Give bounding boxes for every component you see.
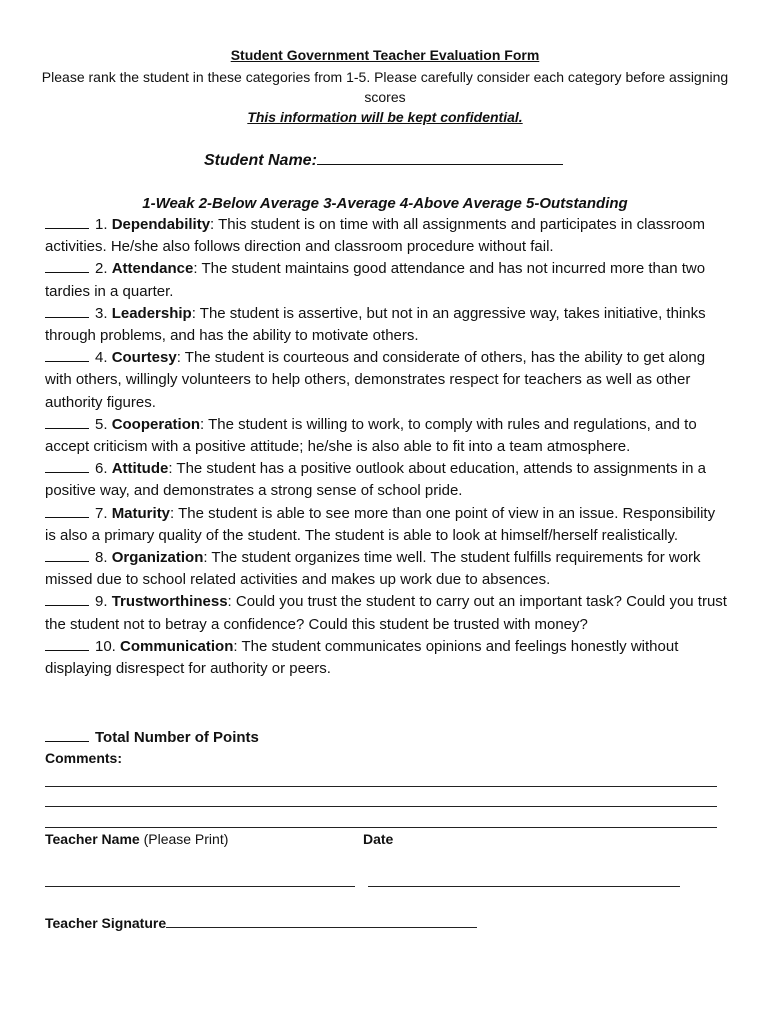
criterion-name: Courtesy [111, 349, 177, 367]
criterion-description: : The student is courteous and considerate of others, has the ability to get along with others, willingly volunteers to help others, demonstrates respect for teachers as well as other authority figures. [45, 349, 706, 411]
criterion-number: 3. [95, 304, 108, 322]
teacher-signature-label: Teacher Signature [45, 915, 167, 931]
criterion-number: 8. [95, 549, 108, 567]
score-blank[interactable] [45, 214, 89, 229]
form-title: Student Government Teacher Evaluation Form [230, 47, 540, 63]
teacher-signature-field [45, 913, 477, 932]
total-points-row [45, 727, 259, 748]
criterion-description: : The student is assertive, but not in an aggressive way, takes initiative, thinks through problems, and has the ability to motivate others. [45, 304, 706, 345]
total-points-blank[interactable] [45, 727, 89, 742]
criterion-description: : Could you trust the student to carry out an important task? Could you trust the student not to betray a confidence? Could this student be trusted with money? [45, 593, 727, 633]
score-blank[interactable] [45, 547, 89, 562]
criterion-name: Attitude [111, 460, 169, 478]
criterion-number: 4. [95, 349, 108, 367]
criterion-name: Maturity [111, 504, 171, 522]
criterion-item [45, 347, 730, 414]
criterion-item [45, 214, 730, 258]
criterion-description: : The student is able to see more than one point of view in an issue. Responsibility is also a primary quality of the student. The student is able to look at himself/herself realistically. [45, 504, 716, 544]
criterion-item [45, 591, 730, 635]
score-blank[interactable] [45, 591, 89, 606]
score-blank[interactable] [45, 503, 89, 518]
comments-label: Comments: [45, 750, 123, 766]
confidential-note: This information will be kept confidential. [247, 109, 523, 125]
criterion-name: Cooperation [111, 415, 201, 433]
criterion-item [45, 547, 730, 591]
criterion-number: 9. [95, 593, 108, 611]
criterion-description: : The student organizes time well. The student fulfills requirements for work missed due to school related activities and makes up work due to absences. [45, 549, 701, 589]
criterion-name: Organization [111, 549, 204, 567]
criterion-number: 5. [95, 415, 108, 433]
criterion-number: 1. [95, 216, 108, 233]
date-label: Date [363, 831, 394, 847]
student-name-blank[interactable] [317, 148, 563, 165]
criterion-name: Dependability [111, 216, 211, 233]
comment-line[interactable] [45, 786, 717, 787]
total-points-label: Total Number of Points [95, 729, 259, 746]
criterion-item [45, 303, 730, 347]
criterion-description: : This student is on time with all assignments and participates in classroom activities. He/she also follows direction and classroom procedure without fail. [45, 216, 705, 256]
teacher-name-title: Teacher Name [45, 831, 140, 847]
score-blank[interactable] [45, 414, 89, 429]
rating-scale: 1-Weak 2-Below Average 3-Average 4-Above Average 5-Outstanding [142, 195, 628, 212]
student-name-field [204, 148, 563, 172]
teacher-signature-line[interactable] [166, 913, 477, 928]
score-blank[interactable] [45, 258, 89, 273]
criterion-description: : The student maintains good attendance and has not incurred more than two tardies in a quarter. [45, 260, 706, 300]
student-name-label: Student Name: [204, 152, 317, 169]
teacher-name-line[interactable] [45, 886, 355, 887]
teacher-name-label [45, 830, 228, 848]
criterion-item [45, 503, 730, 547]
date-line[interactable] [368, 886, 680, 887]
comment-line[interactable] [45, 827, 717, 828]
criterion-number: 7. [95, 504, 108, 522]
criterion-item [45, 636, 730, 680]
score-blank[interactable] [45, 347, 89, 362]
criterion-description: : The student communicates opinions and feelings honestly without displaying disrespect for authority or peers. [45, 637, 679, 678]
form-instructions: Please rank the student in these categories from 1-5. Please carefully consider each category before assigning scores [41, 69, 729, 105]
criterion-number: 6. [95, 460, 108, 478]
criterion-description: : The student has a positive outlook about education, attends to assignments in a positive way, and demonstrates a strong sense of school pride. [45, 460, 706, 500]
criterion-name: Attendance [111, 260, 194, 278]
criterion-item [45, 258, 730, 302]
criterion-number: 2. [95, 260, 108, 278]
criterion-name: Communication [120, 637, 234, 655]
criterion-name: Leadership [111, 304, 192, 322]
criterion-description: : The student is willing to work, to comply with rules and regulations, and to accept criticism with a positive attitude; he/she is also able to fit into a team atmosphere. [45, 415, 697, 456]
criterion-item [45, 414, 730, 458]
score-blank[interactable] [45, 303, 89, 318]
criterion-number: 10. [95, 637, 116, 655]
criterion-name: Trustworthiness [111, 593, 228, 611]
score-blank[interactable] [45, 458, 89, 473]
score-blank[interactable] [45, 636, 89, 651]
criterion-item [45, 458, 730, 502]
criteria-list [45, 214, 730, 680]
comment-line[interactable] [45, 806, 717, 807]
teacher-name-hint: (Please Print) [143, 831, 229, 847]
